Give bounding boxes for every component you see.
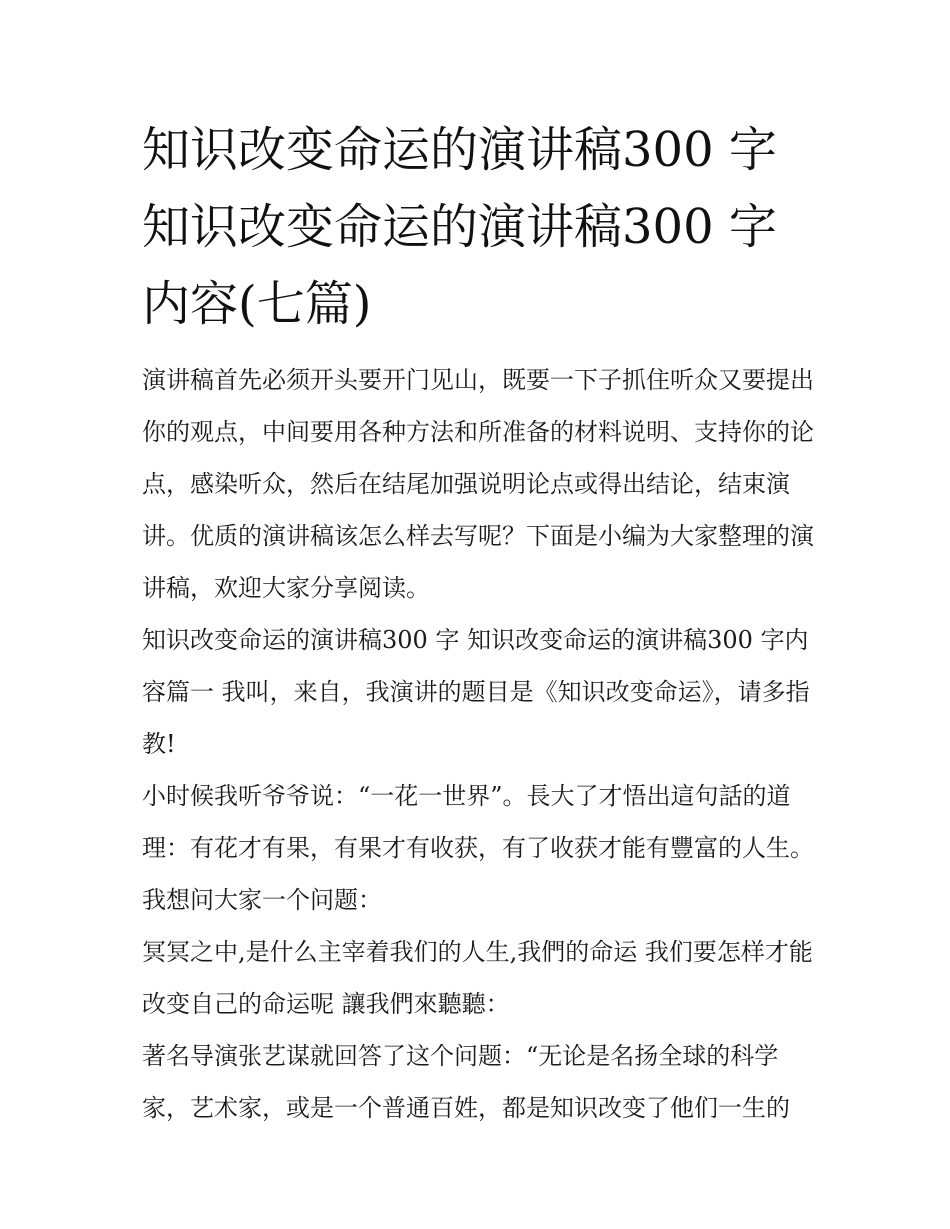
paragraph-speech-opening: 知识改变命运的演讲稿300 字 知识改变命运的演讲稿300 字内容篇一 我叫，来自，我演讲的题目是《知识改变命运》，请多指教! (142, 626, 810, 758)
title-line-3: 内容(七篇) (142, 276, 372, 332)
paragraph-intro: 演讲稿首先必须开头要开门见山，既要一下子抓住听众又要提出你的观点，中间要用各种方法和所准备的材料说明、支持你的论点，感染听众，然后在结尾加强说明论点或得出结论，结束演讲。优质的演讲稿该怎么样去写呢？下面是小编为大家整理的演讲稿，欢迎大家分享阅读。 (142, 366, 814, 602)
paragraph-question: 冥冥之中,是什么主宰着我们的人生,我們的命运 我们要怎样才能改变自己的命运呢 讓我們來聽聽： (142, 938, 813, 1018)
title-line-1: 知识改变命运的演讲稿300 字 (142, 122, 777, 178)
document-title (142, 112, 822, 343)
paragraph-zhang-yimou: 著名导演张艺谋就回答了这个问题：“无论是名扬全球的科学家，艺术家，或是一个普通百姓，都是知识改变了他们一生的 (142, 1042, 790, 1122)
paragraph-grandpa-saying: 小时候我听爷爷说：“一花一世界”。長大了才悟出這句話的道理：有花才有果，有果才有收获，有了收获才能有豐富的人生。我想问大家一个问题： (142, 782, 814, 914)
document-body (142, 354, 814, 1134)
title-line-2: 知识改变命运的演讲稿300 字 (142, 199, 777, 255)
